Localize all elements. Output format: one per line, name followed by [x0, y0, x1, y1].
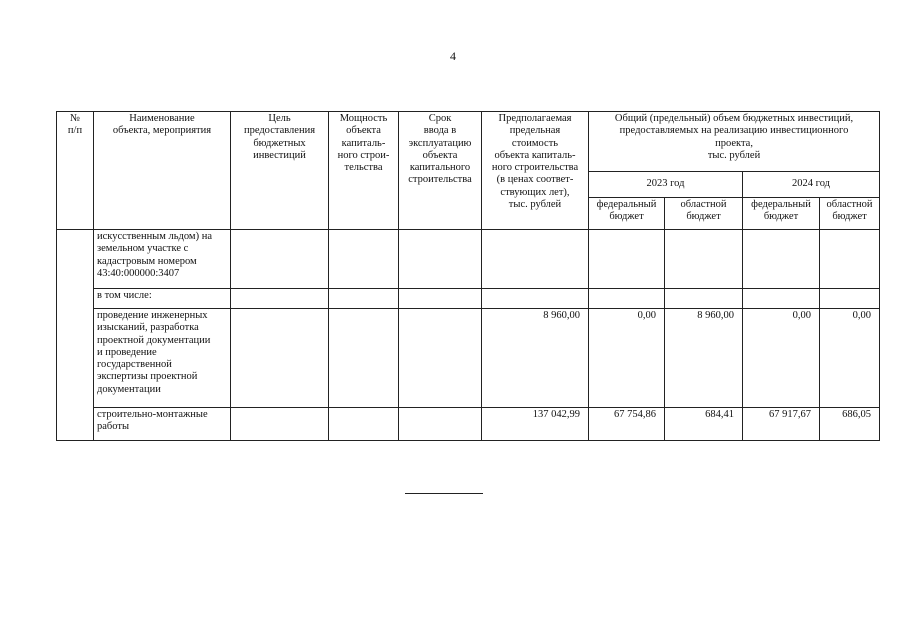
header-cost: Предполагаемая предельная стоимость объекта капиталь- ного строительства (в ценах соответ- ствующих лет), тыс. рублей	[482, 112, 589, 230]
federal-2024-cell: 67 917,67	[743, 408, 820, 441]
cost-cell	[482, 289, 589, 309]
header-year-2023: 2023 год	[589, 172, 743, 198]
row-name: строительно-монтажные работы	[94, 408, 231, 441]
footer-divider	[405, 493, 483, 494]
term-cell	[399, 289, 482, 309]
table-row	[57, 408, 880, 441]
table-row	[57, 309, 880, 408]
term-cell	[399, 408, 482, 441]
capacity-cell	[329, 408, 399, 441]
budget-investment-table	[56, 111, 880, 441]
federal-2023-cell: 0,00	[589, 309, 665, 408]
header-federal-2023: федеральный бюджет	[589, 198, 665, 230]
page-number: 4	[450, 49, 456, 63]
regional-2024-cell	[820, 289, 880, 309]
goal-cell	[231, 289, 329, 309]
capacity-cell	[329, 230, 399, 289]
goal-cell	[231, 230, 329, 289]
header-regional-2024: областной бюджет	[820, 198, 880, 230]
header-regional-2023: областной бюджет	[665, 198, 743, 230]
table-row	[57, 230, 880, 289]
federal-2024-cell	[743, 289, 820, 309]
goal-cell	[231, 408, 329, 441]
regional-2023-cell: 8 960,00	[665, 309, 743, 408]
regional-2024-cell: 0,00	[820, 309, 880, 408]
row-name: искусственным льдом) на земельном участке с кадастровым номером 43:40:000000:3407	[94, 230, 231, 289]
header-capacity: Мощность объекта капиталь- ного строи- тельства	[329, 112, 399, 230]
regional-2024-cell	[820, 230, 880, 289]
row-name: в том числе:	[94, 289, 231, 309]
federal-2024-cell: 0,00	[743, 309, 820, 408]
term-cell	[399, 230, 482, 289]
goal-cell	[231, 309, 329, 408]
federal-2023-cell	[589, 230, 665, 289]
regional-2023-cell	[665, 230, 743, 289]
regional-2024-cell: 686,05	[820, 408, 880, 441]
regional-2023-cell	[665, 289, 743, 309]
row-name: проведение инженерных изысканий, разработка проектной документации и проведение государственной экспертизы проектной документации	[94, 309, 231, 408]
capacity-cell	[329, 309, 399, 408]
federal-2024-cell	[743, 230, 820, 289]
header-object-name: Наименование объекта, мероприятия	[94, 112, 231, 230]
cost-cell	[482, 230, 589, 289]
table-row	[57, 289, 880, 309]
regional-2023-cell: 684,41	[665, 408, 743, 441]
header-federal-2024: федеральный бюджет	[743, 198, 820, 230]
federal-2023-cell: 67 754,86	[589, 408, 665, 441]
term-cell	[399, 309, 482, 408]
header-goal: Цель предоставления бюджетных инвестиций	[231, 112, 329, 230]
header-year-2024: 2024 год	[743, 172, 880, 198]
header-term: Срок ввода в эксплуатацию объекта капитального строительства	[399, 112, 482, 230]
header-num: № п/п	[57, 112, 94, 230]
federal-2023-cell	[589, 289, 665, 309]
capacity-cell	[329, 289, 399, 309]
cost-cell: 8 960,00	[482, 309, 589, 408]
num-cell	[57, 230, 94, 441]
cost-cell: 137 042,99	[482, 408, 589, 441]
header-total-volume: Общий (предельный) объем бюджетных инвестиций, предоставляемых на реализацию инвестиционного проекта, тыс. рублей	[589, 112, 880, 172]
